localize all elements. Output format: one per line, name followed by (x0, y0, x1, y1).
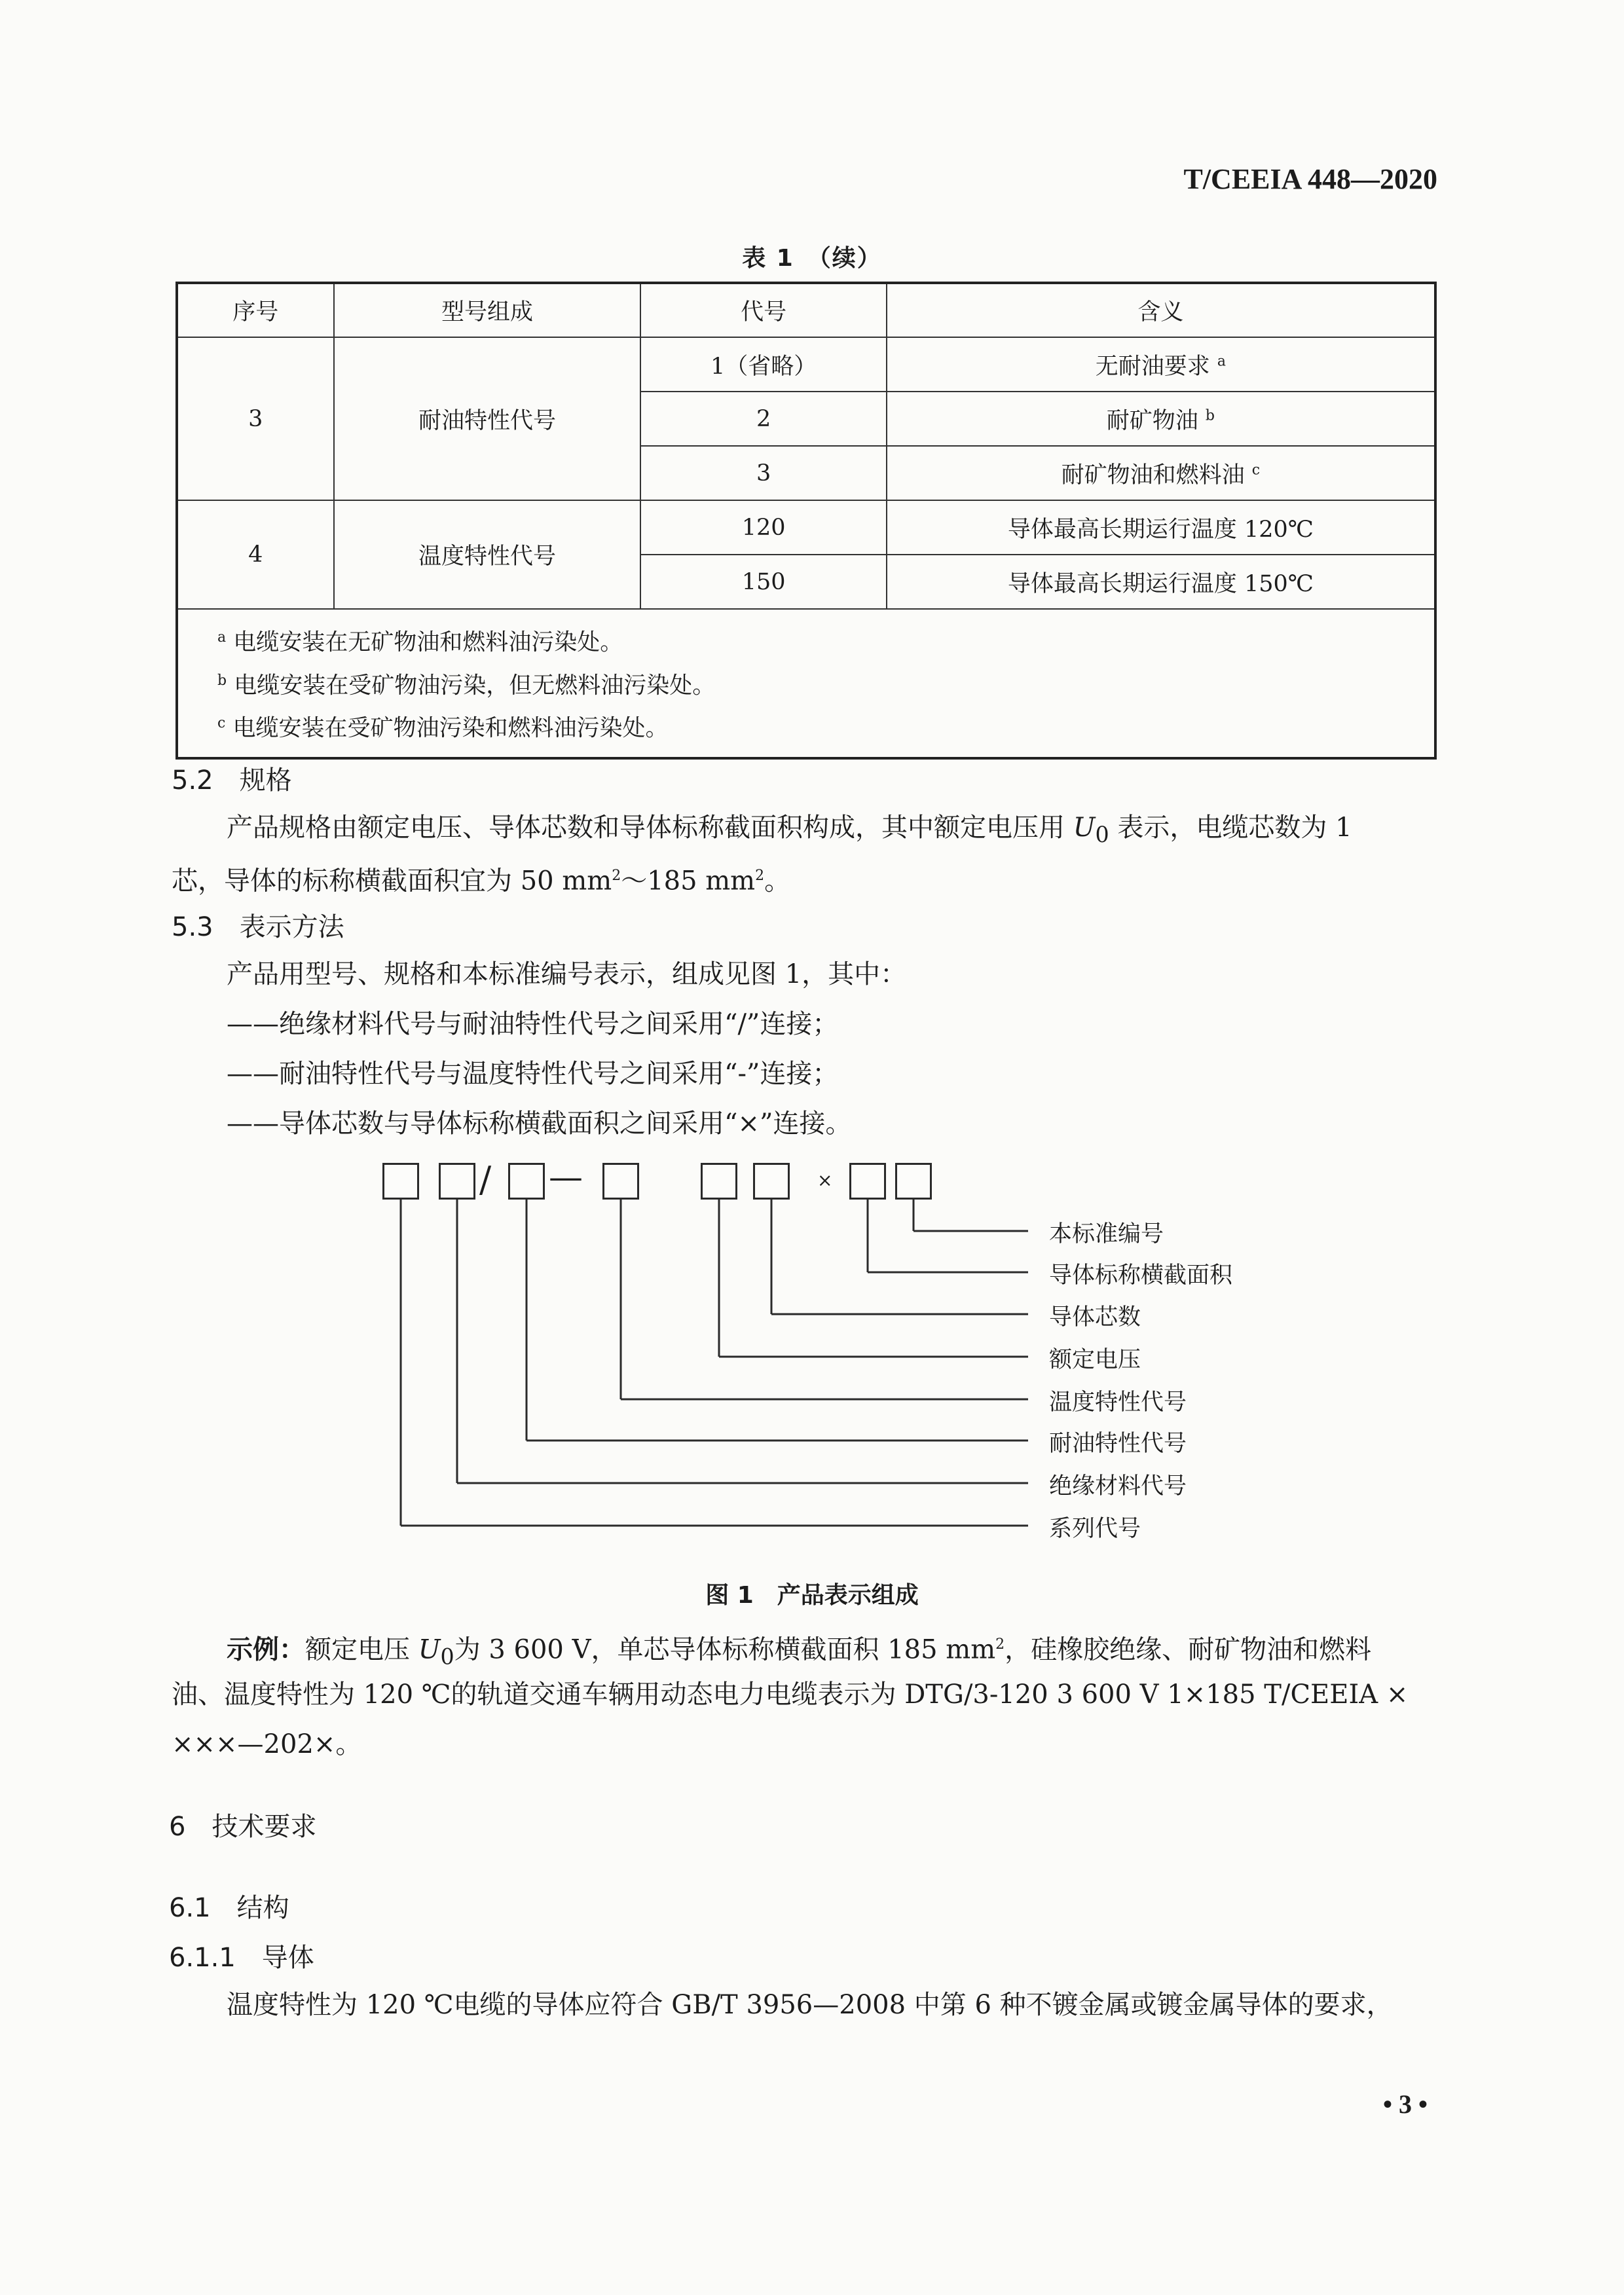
figure-label: 额定电压 (1049, 1347, 1141, 1373)
text-run: 产品规格由额定电压、导体芯数和导体标称截面积构成，其中额定电压用 (227, 813, 1073, 843)
section-6-heading: 6 技术要求 (169, 1812, 317, 1842)
figure-label: 耐油特性代号 (1049, 1431, 1187, 1457)
text-run: ，硅橡胶绝缘、耐矿物油和燃料 (1005, 1634, 1372, 1665)
figure-label: 导体标称横截面积 (1049, 1262, 1233, 1289)
placeholder-box-standard (895, 1163, 932, 1200)
superscript: 2 (612, 868, 621, 884)
cell-component: 温度特性代号 (334, 500, 641, 609)
list-item: ——导体芯数与导体标称横截面积之间采用“×”连接。 (227, 1109, 852, 1139)
superscript: 2 (995, 1636, 1005, 1653)
section-6-1-1-para: 温度特性为 120 ℃电缆的导体应符合 GB/T 3956—2008 中第 6 种不镀金属或镀金属导体的要求， (227, 1990, 1393, 2020)
placeholder-box-cross-section (849, 1163, 886, 1200)
section-5-3-heading: 5.3 表示方法 (172, 912, 344, 942)
text-run: 。 (764, 866, 791, 896)
figure-label: 本标准编号 (1049, 1221, 1164, 1247)
footnote-ref: a (1217, 352, 1226, 369)
figure-caption: 图 1 产品表示组成 (705, 1582, 919, 1609)
col-header-code: 代号 (640, 283, 886, 337)
text-run: ～185 mm (621, 866, 756, 896)
text-run: 额定电压 (305, 1634, 418, 1665)
example-line2: 油、温度特性为 120 ℃的轨道交通车辆用动态电力电缆表示为 DTG/3-120 3 600 V 1×185 T/CEEIA × (172, 1680, 1409, 1710)
list-item: ——绝缘材料代号与耐油特性代号之间采用“/”连接； (227, 1009, 839, 1039)
text-run: 表示，电缆芯数为 1 (1109, 813, 1352, 843)
cell-meaning: 导体最高长期运行温度 150℃ (887, 555, 1435, 609)
meaning-text: 耐矿物油 (1106, 407, 1198, 434)
section-6-1-1-heading: 6.1.1 导体 (169, 1943, 314, 1973)
cell-code: 1（省略） (640, 337, 886, 392)
cell-code: 2 (640, 392, 886, 446)
cell-meaning: 导体最高长期运行温度 120℃ (887, 500, 1435, 555)
subscript: 0 (440, 1643, 454, 1670)
placeholder-box-cores (753, 1163, 790, 1200)
note-mark: a (217, 629, 227, 646)
cell-code: 3 (640, 446, 886, 500)
cell-seq: 3 (177, 337, 334, 500)
footnote-ref: b (1205, 407, 1215, 424)
col-header-seq: 序号 (177, 283, 334, 337)
note-text: 电缆安装在受矿物油污染，但无燃料油污染处。 (234, 672, 716, 699)
cell-component: 耐油特性代号 (334, 337, 641, 500)
note-text: 电缆安装在无矿物油和燃料油污染处。 (233, 629, 623, 656)
text-run: 为 3 600 V，单芯导体标称横截面积 185 mm (454, 1634, 996, 1665)
note-mark: b (217, 672, 227, 689)
figure-label: 温度特性代号 (1049, 1389, 1187, 1416)
table-caption: 表 1 （续） (742, 245, 882, 272)
list-item: ——耐油特性代号与温度特性代号之间采用“-”连接； (227, 1059, 839, 1089)
section-5-2-heading: 5.2 规格 (172, 765, 292, 796)
meaning-text: 无耐油要求 (1095, 353, 1210, 380)
standard-number: T/CEEIA 448—2020 (1183, 163, 1437, 195)
note-text: 电缆安装在受矿物油污染和燃料油污染处。 (232, 715, 669, 742)
meaning-text: 耐矿物油和燃料油 (1061, 462, 1245, 488)
cell-code: 150 (640, 555, 886, 609)
symbol-u: U (418, 1634, 441, 1665)
figure-label: 导体芯数 (1049, 1304, 1141, 1331)
cell-code: 120 (640, 500, 886, 555)
placeholder-box-voltage (701, 1163, 737, 1200)
example-line1 (227, 1624, 1371, 1678)
separator-dash: — (549, 1158, 583, 1197)
separator-slash: / (479, 1159, 492, 1200)
placeholder-box-temperature (602, 1163, 639, 1200)
example-line3: ×××—202×。 (172, 1729, 362, 1759)
footnote-ref: c (1251, 461, 1261, 478)
col-header-component: 型号组成 (334, 283, 641, 337)
cell-seq: 4 (177, 500, 334, 609)
superscript: 2 (755, 868, 765, 884)
placeholder-box-oil (508, 1163, 545, 1200)
figure-label: 系列代号 (1049, 1516, 1141, 1542)
note-mark: c (217, 715, 226, 732)
example-lead: 示例： (227, 1634, 305, 1665)
section-5-3-intro: 产品用型号、规格和本标准编号表示，组成见图 1，其中： (227, 959, 907, 989)
placeholder-box-insulation (439, 1163, 475, 1200)
col-header-meaning: 含义 (887, 283, 1435, 337)
symbol-u: U (1073, 813, 1096, 843)
subscript: 0 (1095, 822, 1109, 847)
page-number: • 3 • (1382, 2089, 1428, 2119)
figure-label: 绝缘材料代号 (1049, 1473, 1187, 1499)
text-run: 芯，导体的标称横截面积宜为 50 mm (172, 866, 612, 896)
section-6-1-heading: 6.1 结构 (169, 1893, 289, 1923)
placeholder-box-series (382, 1163, 419, 1200)
separator-times: × (817, 1169, 833, 1191)
